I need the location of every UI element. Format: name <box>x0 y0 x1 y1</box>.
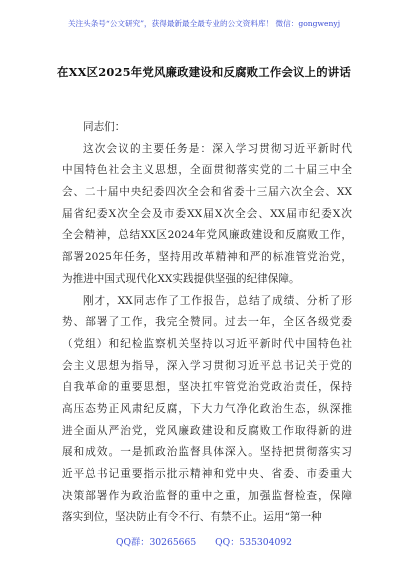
footer-contact <box>0 534 408 548</box>
qq-contact-text: QQ：535304092 <box>215 537 292 548</box>
paragraph-line: 进全面从严治党，党风廉政建设和反腐败工作取得新的进 <box>62 424 352 437</box>
paragraph-line: 展和成效。一是抓政治监督具体深入。坚持把贯彻落实习 <box>62 446 352 459</box>
paragraph-line: 为推进中国式现代化XX实践提供坚强的纪律保障。 <box>62 272 300 285</box>
paragraph-line: 部署2025年任务，坚持用改革精神和严的标准管党治党， <box>62 251 352 264</box>
document-body <box>62 117 352 529</box>
paragraph-line: 决策部署作为政治监督的重中之重，加强监督检查，保障 <box>62 489 352 502</box>
header-banner: 关注头条号“公文研究”，获得最新最全最专业的公文资料库！ 微信：gongwenyj <box>67 19 341 28</box>
paragraph-line: 高压态势正风肃纪反腐，下大力气净化政治生态，纵深推 <box>62 402 352 415</box>
paragraph-line: 全会精神，总结XX区2024年党风廉政建设和反腐败工作， <box>62 229 352 242</box>
paragraph-line: 近平总书记重要指示批示精神和党中央、省委、市委重大 <box>62 468 352 480</box>
paragraph-line: 会、二十届中央纪委四次全会和省委十三届六次全会、XX <box>62 186 352 199</box>
paragraph-line: （党组）和纪检监察机关坚持以习近平新时代中国特色社 <box>62 337 352 350</box>
paragraph-line: 势、部署了工作，我完全赞同。过去一年，全区各级党委 <box>62 316 352 329</box>
paragraph-line: 会主义思想为指导，深入学习贯彻习近平总书记关于党的 <box>62 359 352 372</box>
paragraph-line: 落实到位，坚决防止有令不行、有禁不止。运用“第一种 <box>62 511 322 524</box>
paragraph-line: 自我革命的重要思想，坚决扛牢管党治党政治责任，保持 <box>62 381 352 394</box>
paragraph-line: 届省纪委X次全会及市委XX届X次全会、XX届市纪委X次 <box>62 207 352 220</box>
paragraph-line: 中国特色社会主义思想，全面贯彻落实党的二十届三中全 <box>62 164 352 177</box>
paragraph-line: 这次会议的主要任务是：深入学习贯彻习近平新时代 <box>83 142 352 155</box>
paragraph-line: 刚才，XX同志作了工作报告，总结了成绩、分析了形 <box>83 294 352 307</box>
qq-group-text: QQ群：30265665 <box>116 537 197 548</box>
salutation: 同志们： <box>83 121 126 133</box>
document-title: 在XX区2025年党风廉政建设和反腐败工作会议上的讲话 <box>57 65 351 79</box>
paragraph <box>62 291 352 530</box>
paragraph <box>62 139 352 291</box>
